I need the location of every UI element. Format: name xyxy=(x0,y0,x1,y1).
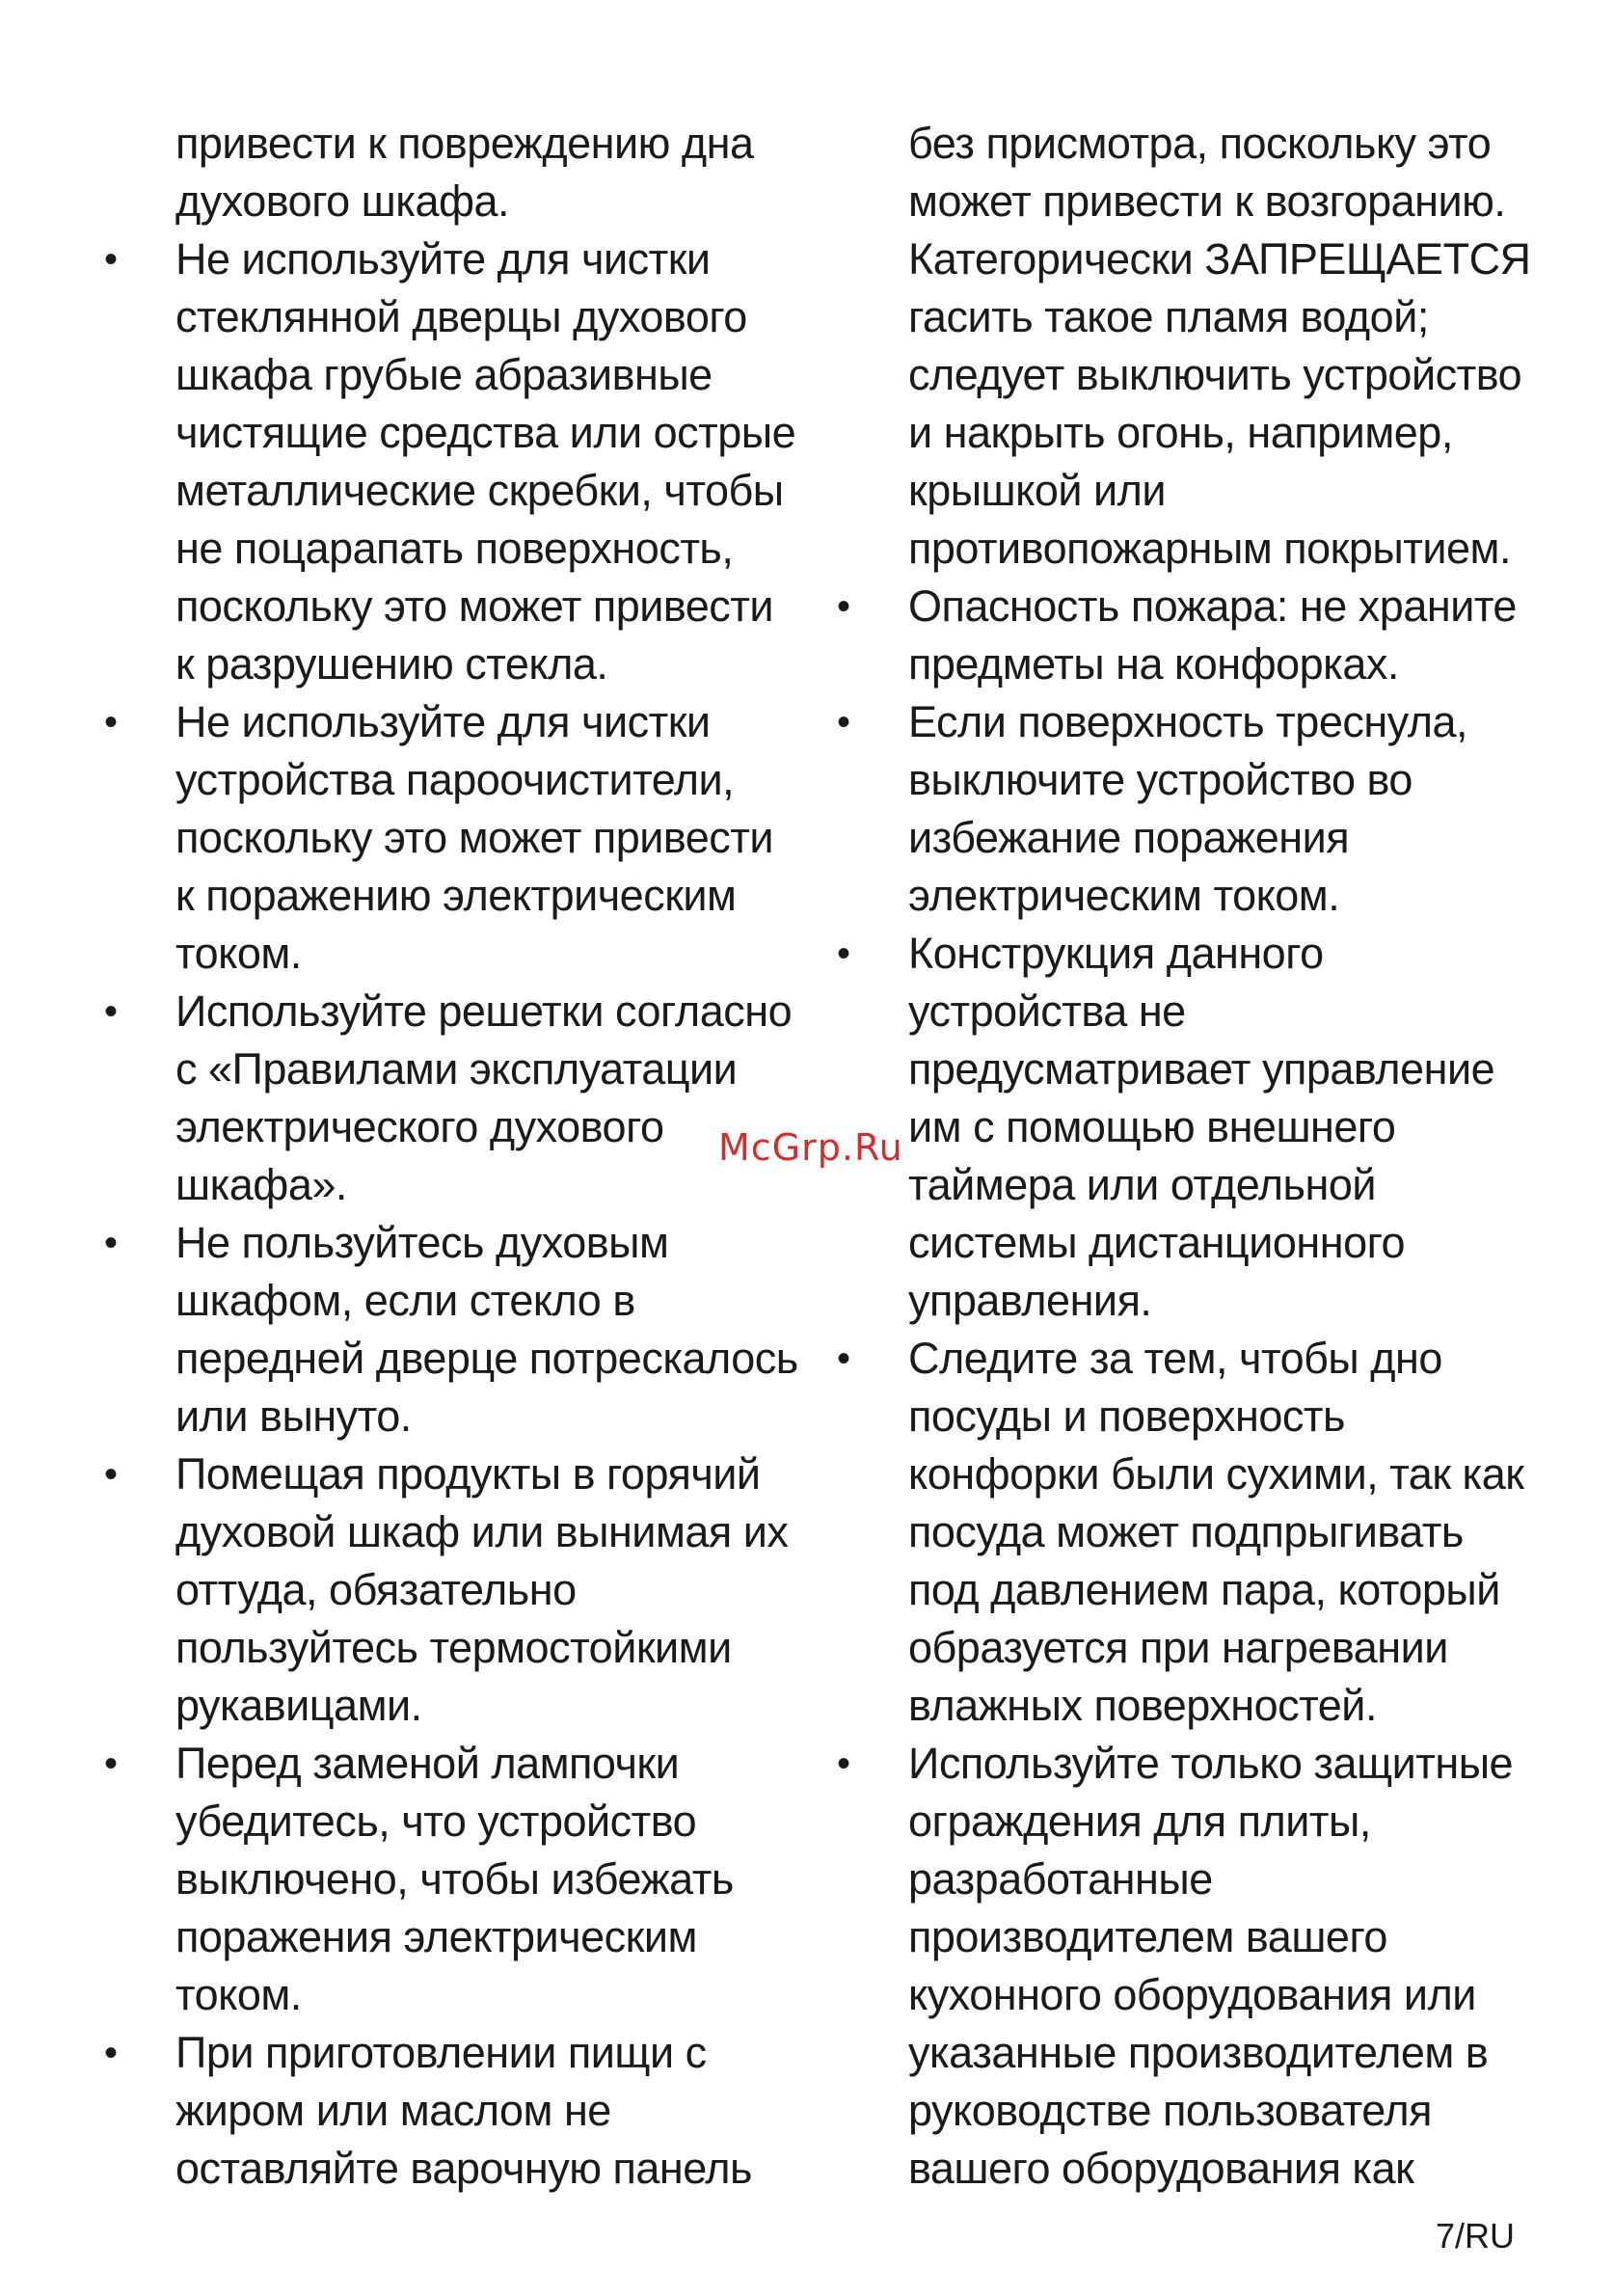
text-line: привести к повреждению дна xyxy=(175,119,754,168)
bullet-item xyxy=(837,693,1521,925)
text-line: следует выключить устройство xyxy=(908,350,1522,399)
bullet-marker: • xyxy=(837,932,850,975)
text-line: кухонного оборудования или xyxy=(908,1970,1476,2019)
text-line: предусматривает управление xyxy=(908,1044,1495,1094)
text-line: духового шкафа. xyxy=(175,176,510,226)
bullet-item xyxy=(104,983,798,1214)
text-line: При приготовлении пищи с xyxy=(175,2028,707,2077)
text-line: влажных поверхностей. xyxy=(908,1681,1377,1730)
text-line: оставляйте варочную панель xyxy=(175,2144,752,2193)
text-line: им с помощью внешнего xyxy=(908,1102,1396,1151)
text-line: поскольку это может привести xyxy=(175,813,774,862)
text-line: посуда может подпрыгивать xyxy=(908,1507,1464,1556)
bullet-marker: • xyxy=(104,238,118,281)
text-line: электрическим током. xyxy=(908,871,1340,920)
text-line: системы дистанционного xyxy=(908,1218,1406,1267)
text-line: указанные производителем в xyxy=(908,2028,1489,2077)
bullet-marker: • xyxy=(837,701,850,743)
bullet-marker: • xyxy=(104,2032,118,2074)
text-line: током. xyxy=(175,1970,302,2019)
text-line: к поражению электрическим xyxy=(175,871,737,920)
bullet-marker: • xyxy=(104,1453,118,1496)
bullet-item xyxy=(837,925,1521,1330)
bullet-marker: • xyxy=(837,585,850,628)
text-line: избежание поражения xyxy=(908,813,1350,862)
text-line: образуется при нагревании xyxy=(908,1623,1448,1672)
text-line: Опасность пожара: не храните xyxy=(908,581,1517,631)
text-line: с «Правилами эксплуатации xyxy=(175,1044,738,1094)
continuation-paragraph xyxy=(104,115,798,230)
bullet-item xyxy=(104,2024,798,2198)
text-line: ограждения для плиты, xyxy=(908,1796,1371,1846)
text-line: стеклянной дверцы духового xyxy=(175,292,747,341)
text-line: под давлением пара, который xyxy=(908,1565,1500,1614)
text-line: Используйте только защитные xyxy=(908,1739,1514,1788)
text-line: гасить такое пламя водой; xyxy=(908,292,1429,341)
page-number: 7/RU xyxy=(1435,2216,1515,2255)
text-line: передней дверце потрескалось xyxy=(175,1334,798,1383)
right-column xyxy=(837,115,1531,2198)
text-line: управления. xyxy=(908,1276,1152,1325)
text-line: оттуда, обязательно xyxy=(175,1565,577,1614)
text-line: устройства пароочистители, xyxy=(175,755,735,804)
text-line: руководстве пользователя xyxy=(908,2086,1432,2135)
text-line: Не пользуйтесь духовым xyxy=(175,1218,669,1267)
text-line: Перед заменой лампочки xyxy=(175,1739,680,1788)
text-line: Используйте решетки согласно xyxy=(175,986,793,1036)
text-line: рукавицами. xyxy=(175,1681,422,1730)
text-line: металлические скребки, чтобы xyxy=(175,466,784,515)
bullet-item xyxy=(104,230,798,693)
text-line: таймера или отдельной xyxy=(908,1160,1376,1209)
text-line: не поцарапать поверхность, xyxy=(175,524,734,573)
text-line: пользуйтесь термостойкими xyxy=(175,1623,732,1672)
bullet-item xyxy=(104,1214,798,1445)
text-line: предметы на конфорках. xyxy=(908,639,1399,689)
text-line: или вынуто. xyxy=(175,1391,412,1441)
watermark: McGrp.Ru xyxy=(718,1126,903,1169)
text-line: поражения электрическим xyxy=(175,1912,697,1961)
text-line: устройства не xyxy=(908,986,1186,1036)
text-line: конфорки были сухими, так как xyxy=(908,1449,1524,1499)
text-line: выключено, чтобы избежать xyxy=(175,1854,734,1904)
text-line: Не используйте для чистки xyxy=(175,697,711,746)
text-line: чистящие средства или острые xyxy=(175,408,796,457)
text-line: шкафом, если стекло в xyxy=(175,1276,635,1325)
bullet-marker: • xyxy=(104,990,118,1033)
text-line: Если поверхность треснула, xyxy=(908,697,1467,746)
text-line: крышкой или xyxy=(908,466,1167,515)
bullet-marker: • xyxy=(837,1337,850,1380)
text-line: Конструкция данного xyxy=(908,929,1324,978)
bullet-marker: • xyxy=(104,1742,118,1785)
text-line: Категорически ЗАПРЕЩАЕТСЯ xyxy=(908,234,1531,284)
left-column xyxy=(104,115,798,2198)
text-line: убедитесь, что устройство xyxy=(175,1796,697,1846)
text-line: разработанные xyxy=(908,1854,1213,1904)
text-line: может привести к возгоранию. xyxy=(908,176,1506,226)
text-line: током. xyxy=(175,929,302,978)
text-line: поскольку это может привести xyxy=(175,581,774,631)
continuation-paragraph xyxy=(837,115,1531,578)
text-line: к разрушению стекла. xyxy=(175,639,608,689)
text-line: духовой шкаф или вынимая их xyxy=(175,1507,789,1556)
bullet-marker: • xyxy=(837,1742,850,1785)
bullet-marker: • xyxy=(104,1222,118,1264)
text-line: шкафа». xyxy=(175,1160,347,1209)
text-line: электрического духового xyxy=(175,1102,664,1151)
text-line: противопожарным покрытием. xyxy=(908,524,1511,573)
text-line: без присмотра, поскольку это xyxy=(908,119,1492,168)
text-line: производителем вашего xyxy=(908,1912,1387,1961)
bullet-item xyxy=(837,1330,1524,1735)
text-line: Не используйте для чистки xyxy=(175,234,711,284)
text-line: жиром или маслом не xyxy=(175,2086,611,2135)
bullet-item xyxy=(104,1735,798,2024)
bullet-item xyxy=(104,693,798,983)
text-line: посуды и поверхность xyxy=(908,1391,1345,1441)
text-line: выключите устройство во xyxy=(908,755,1412,804)
bullet-marker: • xyxy=(104,701,118,743)
text-line: вашего оборудования как xyxy=(908,2144,1414,2193)
text-line: шкафа грубые абразивные xyxy=(175,350,713,399)
text-line: Следите за тем, чтобы дно xyxy=(908,1334,1442,1383)
text-line: и накрыть огонь, например, xyxy=(908,408,1453,457)
bullet-item xyxy=(837,1735,1521,2198)
text-line: Помещая продукты в горячий xyxy=(175,1449,761,1499)
bullet-item xyxy=(104,1445,798,1735)
bullet-item xyxy=(837,578,1521,693)
